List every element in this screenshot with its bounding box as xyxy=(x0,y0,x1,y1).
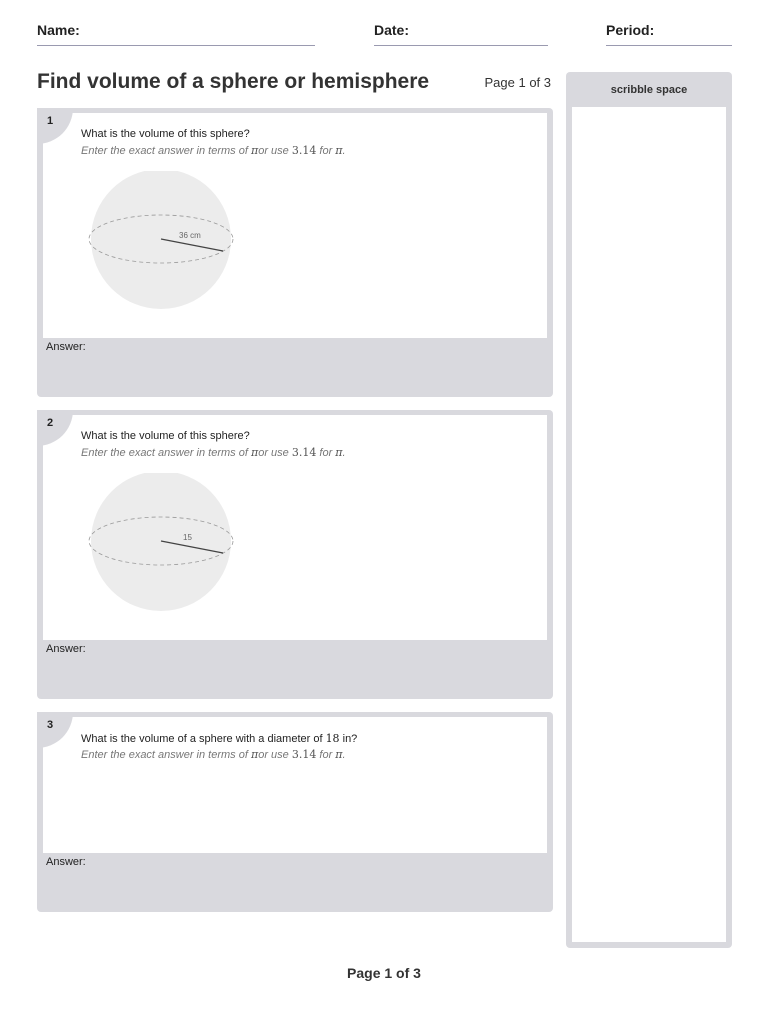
radius-label: 36 cm xyxy=(179,231,201,240)
sphere-figure xyxy=(87,171,237,311)
question-card-1 xyxy=(37,108,553,397)
question-instruction: Enter the exact answer in terms of πor use 3.14 for π. xyxy=(81,446,346,459)
question-body xyxy=(43,113,547,338)
period-label: Period: xyxy=(606,22,655,38)
question-card-2 xyxy=(37,410,553,699)
page-footer: Page 1 of 3 xyxy=(347,965,421,981)
question-body xyxy=(43,415,547,640)
sphere-figure xyxy=(87,473,237,613)
scribble-label: scribble space xyxy=(610,84,688,96)
page-title: Find volume of a sphere or hemisphere xyxy=(37,70,430,93)
answer-label: Answer: xyxy=(46,341,86,353)
question-text: What is the volume of a sphere with a diameter of 18 in? xyxy=(81,732,358,745)
question-instruction: Enter the exact answer in terms of πor use 3.14 for π. xyxy=(81,144,346,157)
page-indicator-top: Page 1 of 3 xyxy=(484,75,551,90)
question-text: What is the volume of this sphere? xyxy=(81,128,250,140)
scribble-area xyxy=(572,107,726,942)
date-line xyxy=(374,45,548,46)
question-number: 2 xyxy=(47,417,54,429)
name-label: Name: xyxy=(37,22,80,38)
question-number: 3 xyxy=(47,719,54,731)
date-label: Date: xyxy=(374,22,410,38)
scribble-panel xyxy=(566,72,732,948)
question-body xyxy=(43,717,547,853)
question-instruction: Enter the exact answer in terms of πor use 3.14 for π. xyxy=(81,748,346,761)
answer-label: Answer: xyxy=(46,643,86,655)
period-line xyxy=(606,45,732,46)
question-number: 1 xyxy=(47,115,54,127)
question-card-3 xyxy=(37,712,553,912)
answer-label: Answer: xyxy=(46,856,86,868)
radius-label: 15 xyxy=(183,533,192,542)
question-text: What is the volume of this sphere? xyxy=(81,430,250,442)
name-line xyxy=(37,45,315,46)
